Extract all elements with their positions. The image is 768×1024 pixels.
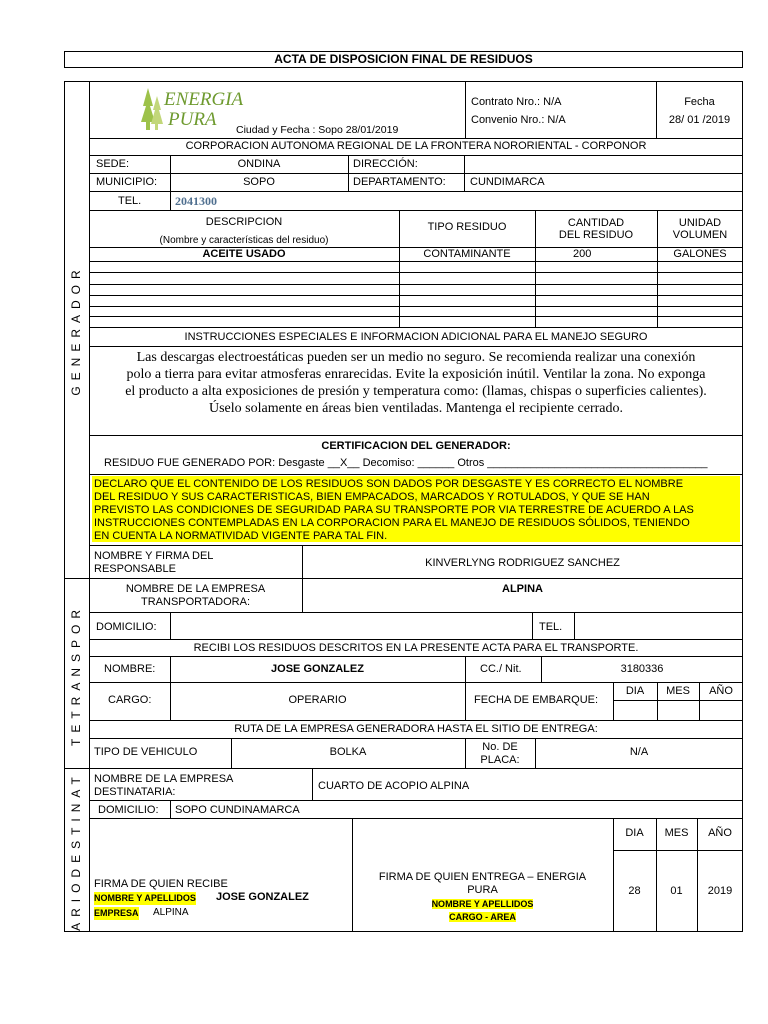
transportador-domicilio-label: DOMICILIO: xyxy=(96,621,157,633)
section-label-destinatario: ARIODESTINAT xyxy=(69,771,83,931)
firma-entrega-label-1: FIRMA DE QUIEN ENTREGA – ENERGIA xyxy=(378,871,587,883)
embarque-mes-label: MES xyxy=(666,685,690,697)
convenio: Convenio Nro.: N/A xyxy=(471,114,566,126)
transportador-tel-label: TEL. xyxy=(539,621,563,633)
embarque-dia-label: DIA xyxy=(625,685,645,697)
certificacion-line: RESIDUO FUE GENERADO POR: Desgaste __X__ Decomiso: ______ Otros ____________________________________ xyxy=(104,457,708,469)
recibi-text: RECIBI LOS RESIDUOS DESCRITOS EN LA PRESENTE ACTA PARA EL TRANSPORTE. xyxy=(193,642,639,654)
responsable-name: KINVERLYNG RODRIGUEZ SANCHEZ xyxy=(425,557,620,569)
firma-recibe-label: FIRMA DE QUIEN RECIBE xyxy=(94,878,228,890)
ciudad-fecha: Ciudad y Fecha : Sopo 28/01/2019 xyxy=(236,124,399,136)
departamento-value: CUNDIMARCA xyxy=(470,176,545,188)
ruta-text: RUTA DE LA EMPRESA GENERADORA HASTA EL SITIO DE ENTREGA: xyxy=(234,723,598,735)
col-unidad-2: VOLUMEN xyxy=(672,229,728,241)
embarque-ano-label: AÑO xyxy=(709,685,733,697)
logo-text-line2: PURA xyxy=(168,109,217,130)
logo-text-line1: ENERGIA xyxy=(164,89,244,110)
col-tipo: TIPO RESIDUO xyxy=(427,221,507,233)
sede-value: ONDINA xyxy=(237,158,281,170)
departamento-label: DEPARTAMENTO: xyxy=(353,176,446,188)
logo xyxy=(138,84,248,134)
entrega-mes-label: MES xyxy=(664,827,689,839)
transportador-nombre: JOSE GONZALEZ xyxy=(271,663,364,675)
contrato: Contrato Nro.: N/A xyxy=(471,96,562,108)
col-cantidad-2: DEL RESIDUO xyxy=(558,229,634,241)
transportadora-label-1: NOMBRE DE LA EMPRESA xyxy=(125,583,266,595)
cargo-value: OPERARIO xyxy=(288,694,347,706)
section-label-transportador: TETRANSPOR xyxy=(69,604,83,747)
col-unidad-1: UNIDAD xyxy=(678,217,722,229)
transportadora-label-2: TRANSPORTADORA: xyxy=(141,596,250,608)
entrega-nombre-label xyxy=(352,898,613,911)
entrega-dia-label: DIA xyxy=(625,827,644,839)
declaracion-line5: EN CUENTA LA NORMATIVIDAD VIGENTE PARA TAL FIN. xyxy=(94,530,388,542)
recibe-empresa: ALPINA xyxy=(153,907,189,918)
recibe-nombre: JOSE GONZALEZ xyxy=(216,891,309,903)
declaracion-line1: DECLARO QUE EL CONTENIDO DE LOS RESIDUOS SON DADOS POR DESGASTE Y ES CORRECTO EL NOMBRE xyxy=(94,478,684,490)
col-descripcion-sub: (Nombre y características del residuo) xyxy=(159,235,329,246)
instrucciones-line3: el producto a alta exposiciones de presión y temperatura como: (llamas, chispas o superficies calientes). xyxy=(125,384,707,399)
transportadora-name: ALPINA xyxy=(502,583,543,595)
responsable-label-2: RESPONSABLE xyxy=(94,563,176,575)
declaracion-line2: DEL RESIDUO Y SUS CARACTERISTICAS, BIEN EMPACADOS, MARCADOS Y ROTULADOS, Y QUE SE HAN xyxy=(94,491,650,503)
entrega-dia: 28 xyxy=(628,885,641,897)
tel-value: 2041300 xyxy=(175,194,217,208)
instrucciones-line2: polo a tierra para evitar atmosferas enrarecidas. Evite la exposición inútil. Ventilar la zona. No exponga xyxy=(126,367,706,382)
direccion-label: DIRECCIÓN: xyxy=(353,158,418,170)
fecha-value: 28/ 01 /2019 xyxy=(668,114,731,126)
entrega-mes: 01 xyxy=(670,885,683,897)
destinataria-name: CUARTO DE ACOPIO ALPINA xyxy=(318,780,470,792)
responsable-label-1: NOMBRE Y FIRMA DEL xyxy=(94,550,214,562)
destinatario-domicilio: SOPO CUNDINAMARCA xyxy=(175,804,300,816)
municipio-label: MUNICIPIO: xyxy=(96,176,158,188)
tipo-vehiculo-value: BOLKA xyxy=(329,746,367,758)
cc-label: CC./ Nit. xyxy=(480,663,522,675)
cc-value: 3180336 xyxy=(620,663,664,675)
instrucciones-line1: Las descargas electroestáticas pueden ser un medio no seguro. Se recomienda realizar una conexión xyxy=(136,350,696,365)
municipio-value: SOPO xyxy=(243,176,275,188)
section-label-generador: GENERADOR xyxy=(69,264,83,396)
corporacion: CORPORACION AUTONOMA REGIONAL DE LA FRONTERA NORORIENTAL - CORPONOR xyxy=(185,140,647,152)
sede-label: SEDE: xyxy=(96,158,130,170)
transportador-nombre-label: NOMBRE: xyxy=(104,663,156,675)
recibe-nombre-label: NOMBRE Y APELLIDOS xyxy=(94,893,196,903)
entrega-cargo-label-text: CARGO - AREA xyxy=(449,912,516,922)
placa-label-1: No. DE xyxy=(482,741,518,753)
declaracion-line3: PREVISTO LAS CONDICIONES DE SEGURIDAD PARA SU TRANSPORTE POR VIA TERRESTRE DE ACUERDO A LAS xyxy=(94,504,694,516)
row-cantidad: 200 xyxy=(573,248,592,260)
row-unidad: GALONES xyxy=(673,248,727,260)
placa-value: N/A xyxy=(629,746,649,758)
cargo-label: CARGO: xyxy=(108,694,152,706)
fecha-embarque-label: FECHA DE EMBARQUE: xyxy=(474,694,599,706)
entrega-ano-label: AÑO xyxy=(708,827,732,839)
row-descripcion: ACEITE USADO xyxy=(202,248,286,260)
page-title: ACTA DE DISPOSICION FINAL DE RESIDUOS xyxy=(274,52,533,66)
destinataria-label-1: NOMBRE DE LA EMPRESA xyxy=(94,773,234,785)
entrega-nombre-label-text: NOMBRE Y APELLIDOS xyxy=(431,899,534,909)
instrucciones-heading: INSTRUCCIONES ESPECIALES E INFORMACION ADICIONAL PARA EL MANEJO SEGURO xyxy=(184,331,648,343)
col-descripcion: DESCRIPCION xyxy=(205,216,283,228)
tipo-vehiculo-label: TIPO DE VEHICULO xyxy=(94,746,198,758)
destinatario-domicilio-label: DOMICILIO: xyxy=(98,804,159,816)
fecha-label: Fecha xyxy=(684,96,715,108)
declaracion-line4: INSTRUCCIONES CONTEMPLADAS EN LA CORPORACION PARA EL MANEJO DE RESIDUOS SÓLIDOS, TENIENDO xyxy=(94,517,690,529)
col-cantidad-1: CANTIDAD xyxy=(567,217,625,229)
firma-entrega-label-2: PURA xyxy=(467,884,498,896)
entrega-ano: 2019 xyxy=(707,885,733,897)
row-tipo: CONTAMINANTE xyxy=(423,248,511,260)
tree-logo-icon xyxy=(138,86,166,132)
instrucciones-line4: Úselo solamente en áreas bien ventiladas. Mantenga el recipiente cerrado. xyxy=(209,401,623,416)
certificacion-heading: CERTIFICACION DEL GENERADOR: xyxy=(321,440,511,452)
entrega-cargo-label xyxy=(352,911,613,924)
recibe-empresa-label: EMPRESA xyxy=(94,908,139,918)
destinataria-label-2: DESTINATARIA: xyxy=(94,786,176,798)
tel-label: TEL. xyxy=(118,195,142,207)
placa-label-2: PLACA: xyxy=(480,754,520,766)
